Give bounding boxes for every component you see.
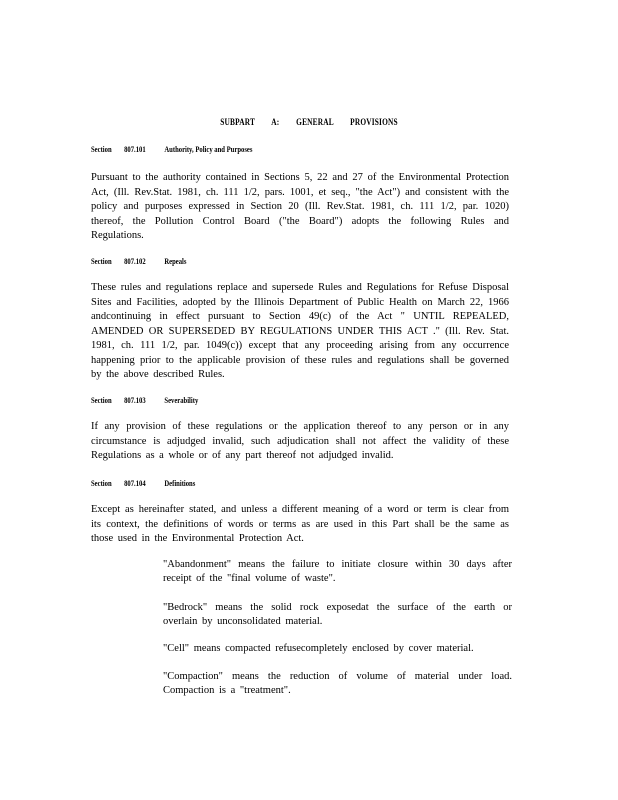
section-heading [91,144,265,154]
section-number: 807.103 [124,395,146,405]
section-number: 807.101 [124,144,146,154]
section-body: If any provision of these regulations or the application thereof to any person or in any circumstance is adjudged invalid, such adjudication shall not affect the validity of these Regulations as a whole or of any part thereof not adjudged invalid. [91,421,509,461]
definition-cell: "Cell" means compacted refusecompletely enclosed by cover material. [163,643,474,654]
section-title: Authority, Policy and Purposes [164,144,253,154]
section-number: 807.104 [124,478,146,488]
section-heading [91,256,199,266]
section-number: 807.102 [124,256,146,266]
definition-bedrock: "Bedrock" means the solid rock exposedat the surface of the earth or overlain by unconsolidated material. [163,602,512,627]
section-heading [91,395,211,405]
section-body: Pursuant to the authority contained in Sections 5, 22 and 27 of the Environmental Protection Act, (Ill. Rev.Stat. 1981, ch. 111 1/2, pars. 1001, et seq., "the Act") and consistent with the policy and purposes expressed in Section 20 (Ill. Rev.Stat. 1981, ch. 111 1/2, par. 1020) thereof, the Pollution Control Board ("the Board") adopts the following Rules and Regulations. [91,172,509,241]
section-label: Section [91,395,112,405]
section-body: Except as hereinafter stated, and unless a different meaning of a word or term is clear from its context, the definitions of words or terms as are used in this Part shall be the same as those used in the Environmental Protection Act. [91,504,509,544]
section-body: These rules and regulations replace and supersede Rules and Regulations for Refuse Disposal Sites and Facilities, adopted by the Illinois Department of Public Health on March 22, 1966 andcontinuing in effect pursuant to Section 49(c) of the Act " UNTIL REPEALED, AMENDED OR SUPERSEDED BY REGULATIONS UNDER THIS ACT ." (Ill. Rev. Stat. 1981, ch. 111 1/2, par. 1049(c)) except that any proceeding arising from any occurrence happening prior to the applicable provision of these rules and regulations shall be governed by the above described Rules. [91,282,509,380]
section-title: Definitions [164,478,196,488]
section-label: Section [91,478,112,488]
section-label: Section [91,144,112,154]
section-label: Section [91,256,112,266]
section-title: Severability [164,395,199,405]
subpart-title: SUBPART A: GENERAL PROVISIONS [220,117,398,127]
definition-abandonment: "Abandonment" means the failure to initiate closure within 30 days after receipt of the "final volume of waste". [163,559,512,584]
section-heading [91,478,208,488]
definition-compaction: "Compaction" means the reduction of volume of material under load. Compaction is a "treatment". [163,671,512,696]
section-title: Repeals [164,256,187,266]
